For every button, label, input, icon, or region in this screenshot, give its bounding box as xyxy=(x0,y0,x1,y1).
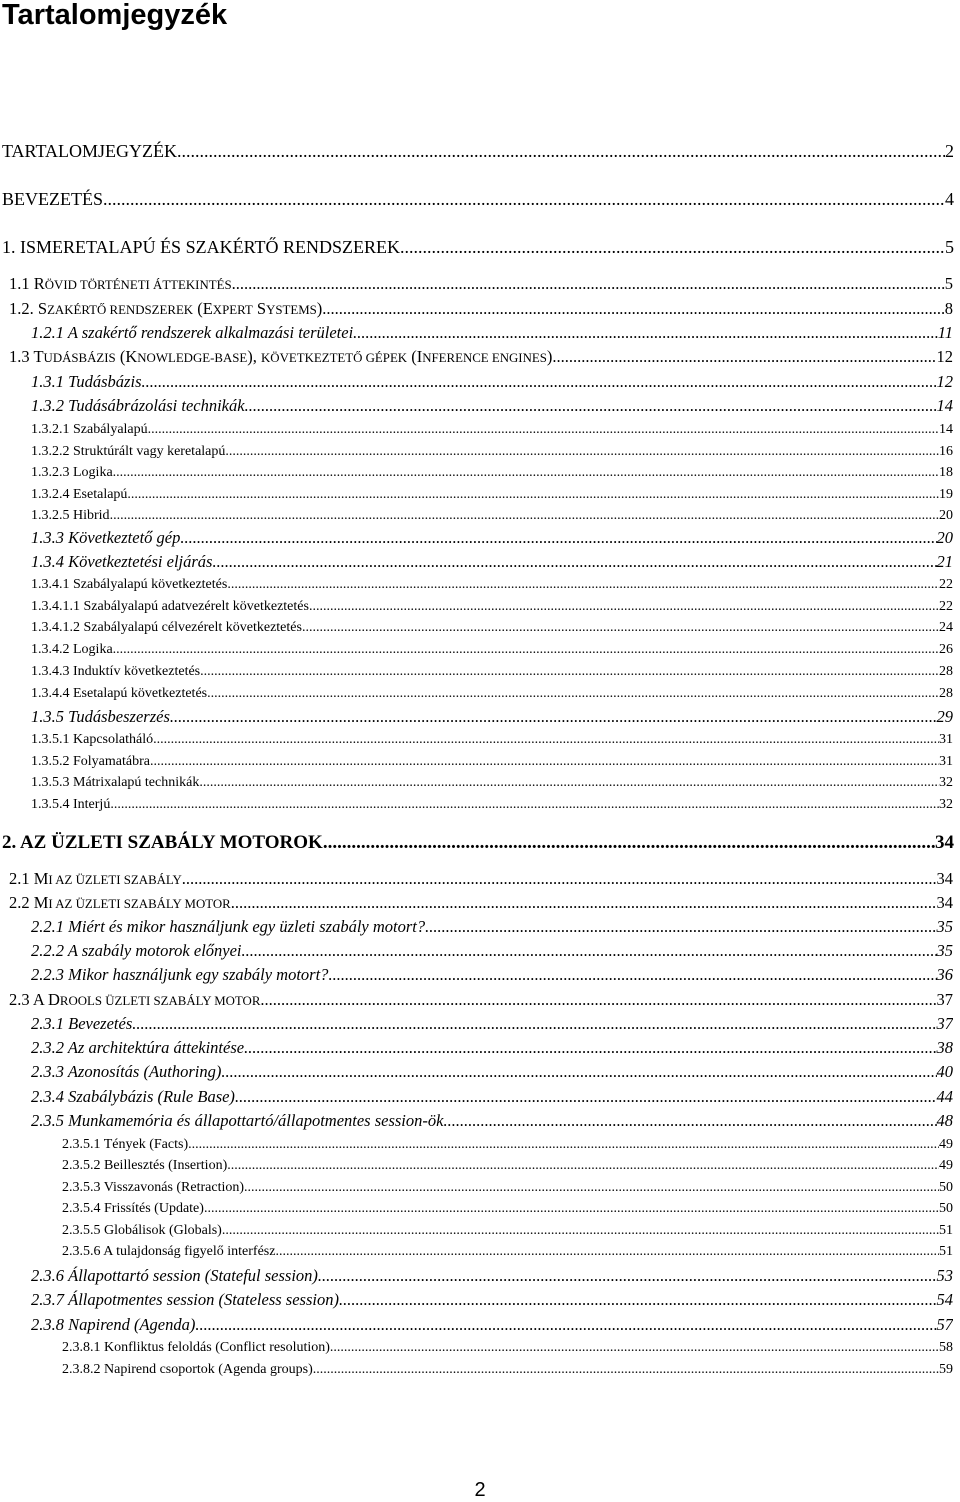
toc-entry-page: 19 xyxy=(939,487,953,502)
toc-entry-label: 2.3.8.1 Konfliktus feloldás (Conflict resolution) xyxy=(62,1340,330,1355)
toc-entry-page: 31 xyxy=(939,754,953,769)
toc-leader-dots xyxy=(110,507,939,525)
toc-entry-label: 2.1 MI AZ ÜZLETI SZABÁLY xyxy=(9,869,182,888)
toc-entry-page: 38 xyxy=(936,1038,953,1057)
toc-leader-dots xyxy=(221,1062,936,1082)
toc-entry[interactable] xyxy=(31,1111,953,1131)
toc-entry[interactable] xyxy=(62,1200,953,1218)
toc-entry-page: 14 xyxy=(936,396,953,415)
toc-entry-page: 24 xyxy=(939,620,953,635)
toc-entry[interactable] xyxy=(9,893,953,914)
toc-entry-page: 51 xyxy=(939,1223,953,1238)
toc-entry[interactable] xyxy=(31,396,953,416)
toc-entry[interactable] xyxy=(31,1062,953,1082)
toc-leader-dots xyxy=(170,707,937,727)
toc-entry-label: 1. ISMERETALAPÚ ÉS SZAKÉRTŐ RENDSZEREK xyxy=(2,237,400,257)
toc-entry-page: 57 xyxy=(936,1315,953,1334)
toc-leader-dots xyxy=(328,965,936,985)
toc-entry-label: 1.3.2.3 Logika xyxy=(31,465,113,480)
toc-entry-label: 1.3.3 Következtető gép xyxy=(31,528,181,547)
toc-entry-label: 2.3.1 Bevezetés xyxy=(31,1014,133,1033)
toc-entry-label: 2. AZ ÜZLETI SZABÁLY MOTOROK xyxy=(2,832,323,853)
toc-entry[interactable] xyxy=(62,1157,953,1175)
toc-entry[interactable] xyxy=(62,1243,953,1261)
toc-entry-label: 1.3.4.1.2 Szabályalapú célvezérelt következtetés xyxy=(31,620,302,635)
toc-entry[interactable] xyxy=(31,796,953,814)
toc-leader-dots xyxy=(150,753,939,771)
toc-entry[interactable] xyxy=(31,941,953,961)
toc-entry-label: 1.3.5.3 Mátrixalapú technikák xyxy=(31,775,200,790)
toc-entry-page: 16 xyxy=(939,444,953,459)
toc-leader-dots xyxy=(400,236,945,258)
toc-entry[interactable] xyxy=(31,464,953,482)
toc-leader-dots xyxy=(127,486,939,504)
toc-entry-label: 1.3.2.1 Szabályalapú xyxy=(31,422,148,437)
toc-entry-label: 1.3.5.1 Kapcsolatháló xyxy=(31,732,154,747)
toc-entry-page: 48 xyxy=(936,1111,953,1130)
toc-entry-label: 2.2.3 Mikor használjunk egy szabály motort? xyxy=(31,965,329,984)
toc-entry-page: 40 xyxy=(936,1062,953,1081)
toc-entry-page: 44 xyxy=(936,1087,953,1106)
toc-leader-dots xyxy=(132,1014,936,1034)
toc-entry-page: 12 xyxy=(936,372,953,391)
toc-entry[interactable] xyxy=(31,528,953,548)
toc-entry-page: 49 xyxy=(939,1158,953,1173)
toc-entry[interactable] xyxy=(31,552,953,572)
toc-entry[interactable] xyxy=(9,299,953,320)
toc-leader-dots xyxy=(231,893,937,913)
toc-entry[interactable] xyxy=(31,731,953,749)
toc-leader-dots xyxy=(177,140,945,162)
toc-leader-dots xyxy=(339,1290,937,1310)
toc-entry-page: 35 xyxy=(936,941,953,960)
toc-entry-page: 20 xyxy=(936,528,953,547)
toc-entry[interactable] xyxy=(62,1222,953,1240)
toc-entry-label: 2.3.5.1 Tények (Facts) xyxy=(62,1137,189,1152)
toc-entry-page: 28 xyxy=(939,686,953,701)
toc-leader-dots xyxy=(153,731,939,749)
toc-entry-label: 2.3.7 Állapotmentes session (Stateless session) xyxy=(31,1290,339,1309)
toc-leader-dots xyxy=(204,1200,939,1218)
toc-leader-dots xyxy=(552,347,936,367)
toc-entry-label: 2.3.5 Munkamemória és állapottartó/állapotmentes session-ök xyxy=(31,1111,444,1130)
toc-entry-label: 2.3.5.5 Globálisok (Globals) xyxy=(62,1223,222,1238)
toc-entry[interactable] xyxy=(31,1038,953,1058)
toc-entry[interactable] xyxy=(31,486,953,504)
toc-entry-label: 1.3.4 Következtetési eljárás xyxy=(31,552,213,571)
toc-entry[interactable] xyxy=(31,576,953,594)
toc-entry-label: 2.2.2 A szabály motorok előnyei xyxy=(31,941,242,960)
toc-leader-dots xyxy=(309,598,939,616)
toc-entry-page: 34 xyxy=(936,869,953,888)
toc-entry[interactable] xyxy=(31,663,953,681)
toc-entry-label: 1.3.5.4 Interjú xyxy=(31,797,111,812)
toc-entry-label: 2.3.2 Az architektúra áttekintése xyxy=(31,1038,245,1057)
toc-entry-label: 1.2.1 A szakértő rendszerek alkalmazási területei xyxy=(31,323,354,342)
toc-entry-label: 1.3 TUDÁSBÁZIS (KNOWLEDGE-BASE), KÖVETKEZTETŐ GÉPEK (INFERENCE ENGINES) xyxy=(9,347,553,366)
toc-leader-dots xyxy=(200,663,939,681)
toc-entry-label: 2.3.5.4 Frissítés (Update) xyxy=(62,1201,204,1216)
toc-entry-label: 2.3.5.2 Beillesztés (Insertion) xyxy=(62,1158,228,1173)
toc-entry-label: 1.3.2.4 Esetalapú xyxy=(31,487,128,502)
toc-entry[interactable] xyxy=(31,685,953,703)
toc-entry[interactable] xyxy=(31,1266,953,1286)
toc-entry-label: 2.3 A DROOLS ÜZLETI SZABÁLY MOTOR xyxy=(9,990,261,1009)
toc-leader-dots xyxy=(113,464,939,482)
toc-leader-dots xyxy=(180,528,936,548)
toc-entry-page: 4 xyxy=(945,189,954,209)
toc-entry[interactable] xyxy=(31,774,953,792)
toc-entry[interactable] xyxy=(2,236,954,258)
toc-entry-page: 37 xyxy=(936,1014,953,1033)
toc-entry-page: 5 xyxy=(944,274,953,293)
toc-leader-dots xyxy=(188,1136,939,1154)
toc-entry[interactable] xyxy=(62,1339,953,1357)
toc-entry[interactable] xyxy=(2,831,954,855)
toc-entry-label: 1.3.4.3 Induktív következtetés xyxy=(31,664,201,679)
toc-entry-label: 2.3.6 Állapottartó session (Stateful session) xyxy=(31,1266,318,1285)
toc-entry[interactable] xyxy=(31,1315,953,1335)
toc-leader-dots xyxy=(260,990,936,1010)
toc-entry-label: 2.3.8.2 Napirend csoportok (Agenda groups) xyxy=(62,1362,313,1377)
toc-entry[interactable] xyxy=(31,507,953,525)
toc-entry-page: 22 xyxy=(939,599,953,614)
toc-leader-dots xyxy=(323,831,935,855)
toc-leader-dots xyxy=(110,796,939,814)
toc-entry-page: 50 xyxy=(939,1180,953,1195)
toc-entry-label: BEVEZETÉS xyxy=(2,189,103,209)
toc-leader-dots xyxy=(302,619,939,637)
toc-leader-dots xyxy=(207,685,939,703)
toc-leader-dots xyxy=(242,941,937,961)
toc-entry[interactable] xyxy=(31,965,953,985)
toc-entry-label: 2.3.3 Azonosítás (Authoring) xyxy=(31,1062,222,1081)
toc-entry[interactable] xyxy=(31,917,953,937)
toc-entry-label: 2.2.1 Miért és mikor használjunk egy üzleti szabály motort? xyxy=(31,917,426,936)
toc-leader-dots xyxy=(330,1339,939,1357)
toc-leader-dots xyxy=(275,1243,939,1261)
toc-leader-dots xyxy=(235,1087,937,1107)
toc-entry[interactable] xyxy=(31,1290,953,1310)
toc-entry-page: 2 xyxy=(945,141,954,161)
toc-entry-page: 14 xyxy=(939,422,953,437)
toc-entry-label: 1.3.2 Tudásábrázolási technikák xyxy=(31,396,245,415)
toc-entry-page: 32 xyxy=(939,775,953,790)
toc-leader-dots xyxy=(353,323,938,343)
toc-entry-page: 18 xyxy=(939,465,953,480)
toc-leader-dots xyxy=(195,1315,936,1335)
toc-entry[interactable] xyxy=(31,641,953,659)
toc-leader-dots xyxy=(322,299,944,319)
toc-entry[interactable] xyxy=(31,707,953,727)
toc-leader-dots xyxy=(225,443,939,461)
toc-entry-label: 1.3.4.1 Szabályalapú következtetés xyxy=(31,577,228,592)
toc-leader-dots xyxy=(148,421,939,439)
toc-entry[interactable] xyxy=(9,347,953,368)
toc-leader-dots xyxy=(245,396,937,416)
toc-entry-label: TARTALOMJEGYZÉK xyxy=(2,141,178,161)
toc-entry[interactable] xyxy=(9,274,953,295)
toc-entry-page: 58 xyxy=(939,1340,953,1355)
toc-entry-label: 1.3.2.5 Hibrid xyxy=(31,508,110,523)
toc-leader-dots xyxy=(222,1222,939,1240)
toc-entry-label: 2.3.5.6 A tulajdonság figyelő interfész xyxy=(62,1244,276,1259)
toc-leader-dots xyxy=(425,917,936,937)
toc-entry[interactable] xyxy=(31,753,953,771)
toc-entry-page: 32 xyxy=(939,797,953,812)
toc-entry-label: 1.3.5 Tudásbeszerzés xyxy=(31,707,170,726)
toc-entry[interactable] xyxy=(62,1179,953,1197)
toc-entry-label: 1.3.5.2 Folyamatábra xyxy=(31,754,150,769)
toc-entry-page: 36 xyxy=(936,965,953,984)
toc-leader-dots xyxy=(199,774,939,792)
toc-leader-dots xyxy=(313,1361,939,1379)
toc-entry[interactable] xyxy=(9,869,953,890)
toc-leader-dots xyxy=(103,188,945,210)
toc-leader-dots xyxy=(227,1157,939,1175)
toc-entry-page: 26 xyxy=(939,642,953,657)
toc-entry-page: 49 xyxy=(939,1137,953,1152)
toc-entry-page: 5 xyxy=(945,237,954,257)
toc-leader-dots xyxy=(142,372,937,392)
toc-entry[interactable] xyxy=(31,421,953,439)
toc-entry-page: 59 xyxy=(939,1362,953,1377)
toc-entry-page: 28 xyxy=(939,664,953,679)
toc-entry[interactable] xyxy=(31,443,953,461)
toc-entry-label: 2.3.8 Napirend (Agenda) xyxy=(31,1315,196,1334)
toc-entry-label: 1.1 RÖVID TÖRTÉNETI ÁTTEKINTÉS xyxy=(9,274,232,293)
toc-leader-dots xyxy=(113,641,939,659)
toc-entry-label: 1.3.4.4 Esetalapú következtetés xyxy=(31,686,208,701)
toc-entry-label: 1.3.4.1.1 Szabályalapú adatvezérelt következtetés xyxy=(31,599,309,614)
toc-entry-page: 53 xyxy=(936,1266,953,1285)
toc-entry[interactable] xyxy=(62,1361,953,1379)
toc-entry[interactable] xyxy=(31,323,953,343)
toc-entry-page: 37 xyxy=(936,990,953,1009)
toc-entry-page: 12 xyxy=(936,347,953,366)
toc-entry[interactable] xyxy=(31,598,953,616)
toc-leader-dots xyxy=(212,552,936,572)
toc-leader-dots xyxy=(244,1179,939,1197)
toc-entry-label: 1.3.2.2 Struktúrált vagy keretalapú xyxy=(31,444,226,459)
toc-entry-page: 29 xyxy=(936,707,953,726)
toc-leader-dots xyxy=(182,869,937,889)
page-number: 2 xyxy=(474,1479,486,1501)
toc-entry-label: 2.2 MI AZ ÜZLETI SZABÁLY MOTOR xyxy=(9,893,231,912)
toc-entry-page: 21 xyxy=(936,552,953,571)
toc-entry-page: 51 xyxy=(939,1244,953,1259)
toc-leader-dots xyxy=(227,576,939,594)
toc-entry[interactable] xyxy=(9,990,953,1011)
toc-entry-page: 31 xyxy=(939,732,953,747)
toc-entry-label: 1.2. SZAKÉRTŐ RENDSZEREK (EXPERT SYSTEMS) xyxy=(9,299,323,318)
toc-leader-dots xyxy=(244,1038,936,1058)
toc-entry[interactable] xyxy=(2,188,954,210)
toc-entry-page: 34 xyxy=(935,832,954,853)
toc-entry[interactable] xyxy=(2,140,954,162)
toc-entry[interactable] xyxy=(62,1136,953,1154)
toc-entry[interactable] xyxy=(31,1014,953,1034)
toc-entry-page: 8 xyxy=(944,299,953,318)
toc-leader-dots xyxy=(232,274,945,294)
toc-leader-dots xyxy=(443,1111,936,1131)
toc-entry[interactable] xyxy=(31,1087,953,1107)
toc-entry-page: 11 xyxy=(937,323,953,342)
toc-entry-page: 54 xyxy=(936,1290,953,1309)
toc-entry-label: 1.3.1 Tudásbázis xyxy=(31,372,142,391)
page-title: Tartalomjegyzék xyxy=(2,0,228,31)
toc-entry[interactable] xyxy=(31,619,953,637)
toc-entry-label: 2.3.4 Szabálybázis (Rule Base) xyxy=(31,1087,235,1106)
toc-entry-label: 1.3.4.2 Logika xyxy=(31,642,113,657)
toc-entry[interactable] xyxy=(31,372,953,392)
toc-entry-page: 20 xyxy=(939,508,953,523)
toc-entry-page: 50 xyxy=(939,1201,953,1216)
toc-entry-page: 34 xyxy=(936,893,953,912)
toc-entry-page: 35 xyxy=(936,917,953,936)
toc-leader-dots xyxy=(318,1266,937,1286)
toc-entry-page: 22 xyxy=(939,577,953,592)
toc-entry-label: 2.3.5.3 Visszavonás (Retraction) xyxy=(62,1180,245,1195)
